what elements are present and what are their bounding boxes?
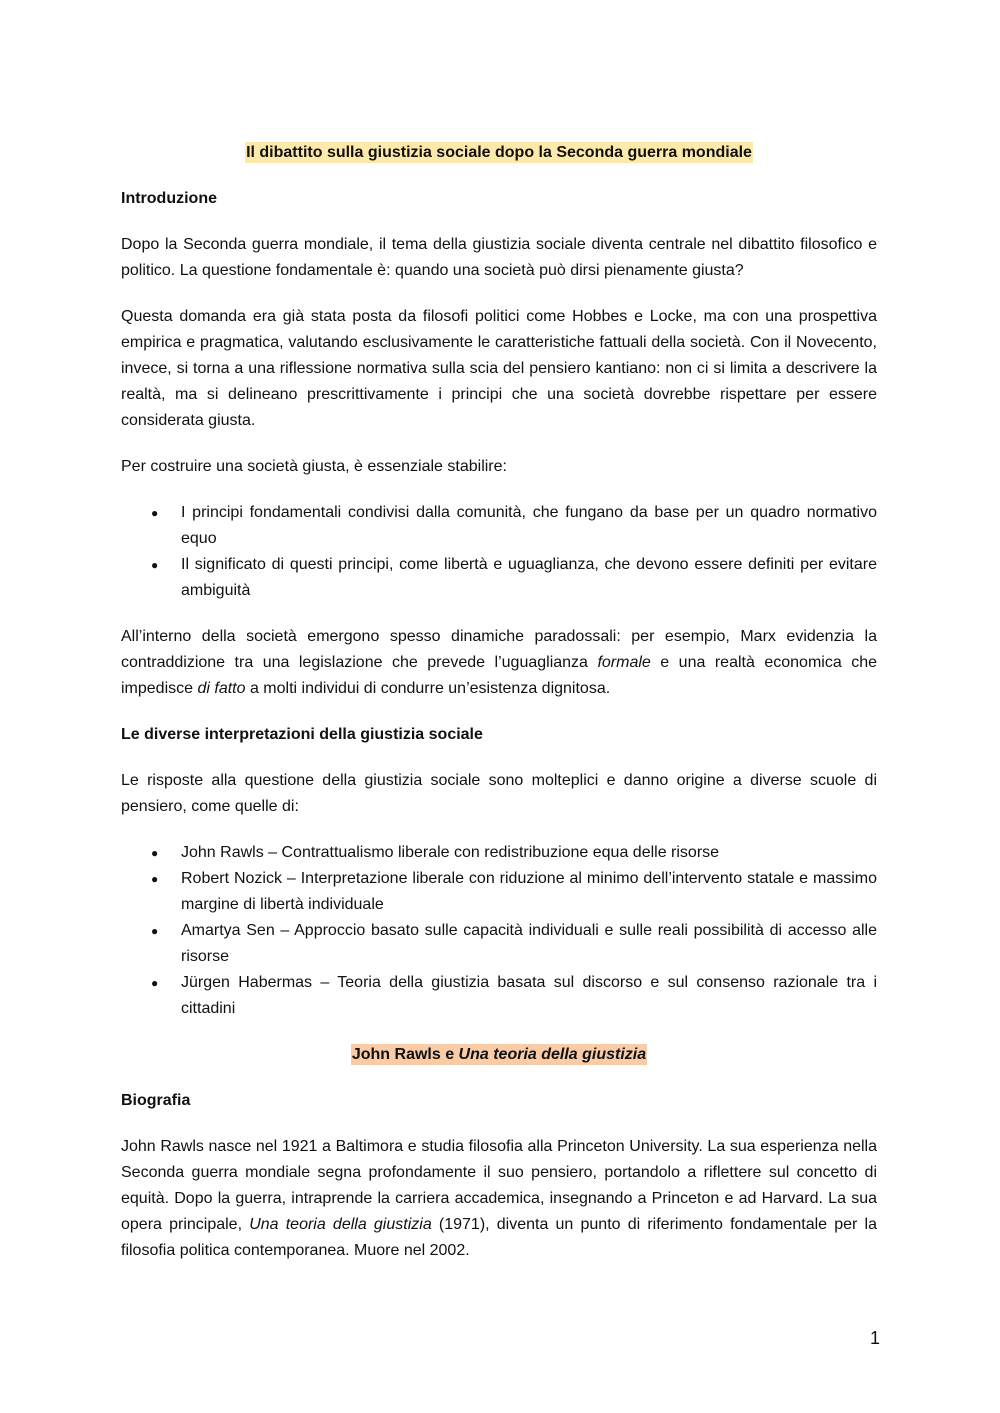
list-item: ● John Rawls – Contrattualismo liberale con redistribuzione equa delle risorse	[121, 840, 877, 866]
bio-book-title: Una teoria della giustizia	[249, 1216, 432, 1233]
document-title: Il dibattito sulla giustizia sociale dopo la Seconda guerra mondiale	[246, 144, 752, 161]
rawls-title-text: John Rawls e	[351, 1046, 459, 1063]
list-item: ● Robert Nozick – Interpretazione liberale con riduzione al minimo dell’intervento statale e massimo margine di libertà individuale	[121, 866, 877, 918]
biography-heading: Biografia	[121, 1092, 191, 1109]
title-block	[121, 140, 877, 166]
marx-emphasis-formale: formale	[597, 654, 651, 671]
interpretations-heading: Le diverse interpretazioni della giustizia sociale	[121, 726, 483, 743]
rawls-title-book: Una teoria della giustizia	[458, 1046, 647, 1063]
rawls-title-block	[121, 1042, 877, 1068]
interpretations-bullet-list	[121, 840, 877, 1022]
bio-text-2: (1971), diventa un punto di riferimento fondamentale per la filosofia politica contemporanea. Muore nel 2002.	[121, 1216, 877, 1259]
bio-text-1: John Rawls nasce nel 1921 a Baltimora e studia filosofia alla Princeton University. La sua esperienza nella Seconda guerra mondiale segna profondamente il suo pensiero, portandolo a riflettere sul concetto di equità. Dopo la guerra, intraprende la carriera accademica, insegnando a Princeton e ad Harvard. La sua opera principale,	[121, 1138, 877, 1233]
intro-paragraph-1: Dopo la Seconda guerra mondiale, il tema della giustizia sociale diventa centrale nel dibattito filosofico e politico. La questione fondamentale è: quando una società può dirsi pienamente giusta?	[121, 236, 877, 279]
marx-text-1: All’interno della società emergono spesso dinamiche paradossali: per esempio, Marx evidenzia la contraddizione tra una legislazione che prevede l’uguaglianza	[121, 628, 877, 671]
intro-heading: Introduzione	[121, 190, 217, 207]
rawls-section-title	[351, 1044, 647, 1065]
marx-paragraph	[121, 624, 877, 702]
biography-paragraph	[121, 1134, 877, 1264]
marx-text-3: a molti individui di condurre un’esistenza dignitosa.	[245, 680, 611, 697]
interpretations-paragraph: Le risposte alla questione della giustizia sociale sono molteplici e danno origine a diverse scuole di pensiero, come quelle di:	[121, 772, 877, 815]
marx-text-2: e una realtà economica che impedisce	[121, 654, 878, 697]
intro-paragraph-3: Per costruire una società giusta, è essenziale stabilire:	[121, 458, 507, 475]
list-item: ● Amartya Sen – Approccio basato sulle capacità individuali e sulle reali possibilità di accesso alle risorse	[121, 918, 877, 970]
list-item: ● Il significato di questi principi, come libertà e uguaglianza, che devono essere definiti per evitare ambiguità	[121, 552, 877, 604]
intro-paragraph-2: Questa domanda era già stata posta da filosofi politici come Hobbes e Locke, ma con una prospettiva empirica e pragmatica, valutando esclusivamente le caratteristiche fattuali della società. Con il Novecento, invece, si torna a una riflessione normativa sulla scia del pensiero kantiano: non ci si limita a descrivere la realtà, ma si delineano prescrittivamente i principi che una società dovrebbe rispettare per essere considerata giusta.	[121, 308, 877, 429]
list-item: ● Jürgen Habermas – Teoria della giustizia basata sul discorso e sul consenso razionale tra i cittadini	[121, 970, 877, 1022]
page-number: 1	[869, 1328, 880, 1348]
intro-bullet-list	[121, 500, 877, 604]
marx-emphasis-di-fatto: di fatto	[197, 680, 246, 697]
list-item: ● I principi fondamentali condivisi dalla comunità, che fungano da base per un quadro normativo equo	[121, 500, 877, 552]
document-page	[121, 140, 877, 1264]
